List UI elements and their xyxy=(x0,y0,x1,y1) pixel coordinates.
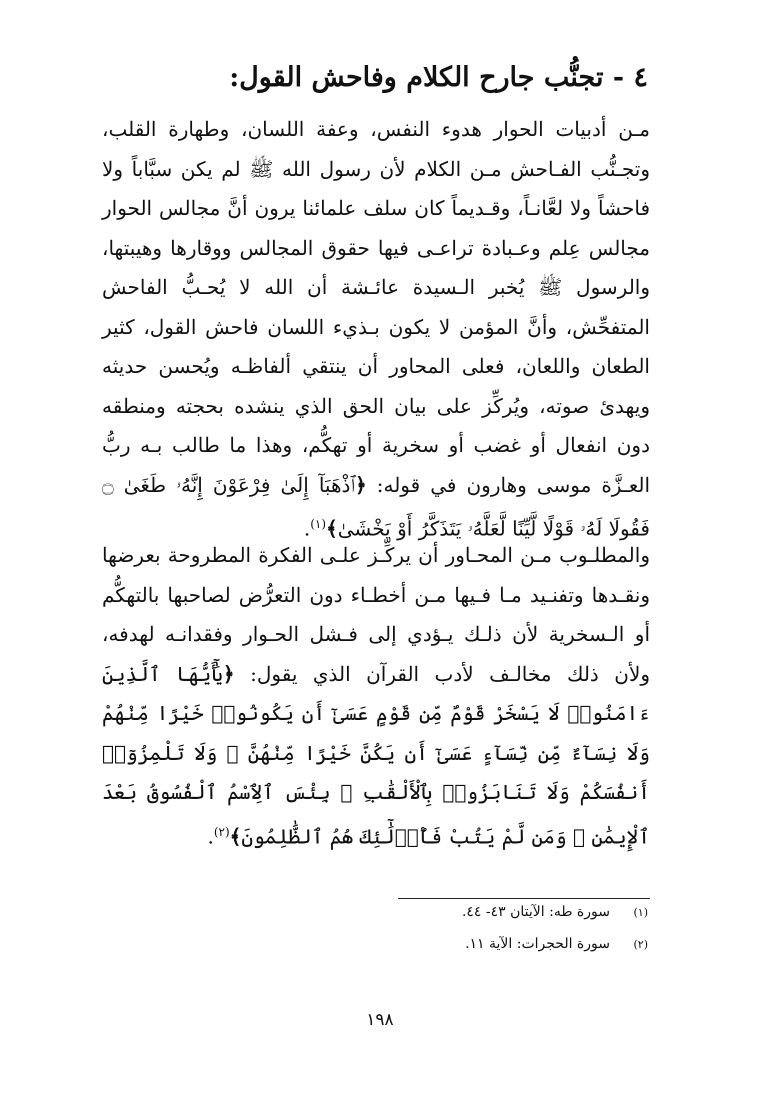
paragraph-2-line: مخالـف لأدب القرآن الذي يقول: xyxy=(250,661,552,686)
paragraph-2-line: والمطلـوب مـن المحـاور أن يركِّـز علـى الفكرة المطروحة بعرضها xyxy=(102,543,650,567)
paragraph-2-line: الـسخرية لأن ذلـك يـؤدي إلى فـشل الحـوار وفقدانـه لهدفه، ولأن ذلك xyxy=(102,622,651,686)
footnotes xyxy=(388,904,648,968)
quran-verse-hujurat: يَٰٓأَيُّهَا ٱلَّذِينَ ءَامَنُوا۟ لَا يَسْخَرْ قَوْمٌ مِّن قَوْمٍ عَسَىٰٓ أَن يَكُونُوا۟ خَيْرًا مِّنْهُمْ وَلَا نِسَآءٌ مِّن نِّسَآءٍ عَسَىٰٓ أَن يَكُنَّ خَيْرًا مِّنْهُنَّ ۖ وَلَا تَلْمِزُوٓا۟ أَنفُسَكُمْ وَلَا تَنَابَزُوا۟ بِٱلْأَلْقَٰبِ ۖ بِئْسَ ٱلِٱسْمُ ٱلْفُسُوقُ بَعْدَ ٱلْإِيمَٰنِ ۚ وَمَن لَّمْ يَتُبْ فَأُو۟لَٰٓئِكَ هُمُ ٱلظَّٰلِمُونَ xyxy=(102,661,651,849)
footnote-separator xyxy=(398,898,650,899)
paragraph-1-line: الـسيدة عائـشة أن الله لا يُحـبُّ الفاحش المتفحِّش، وأنَّ المؤمن لا يكون xyxy=(102,275,650,339)
verse-open-bracket: ﴿ xyxy=(222,661,235,686)
footnote-text: سورة طه: الآيتان ٤٣- ٤٤. xyxy=(461,904,610,920)
section-heading: ٤ - تجنُّب جارح الكلام وفاحش القول: xyxy=(229,62,648,93)
paragraph-1-line: بـه ربُّ العـزَّة موسى وهارون في قوله: xyxy=(102,433,650,497)
paragraph-1-line: ولا لعَّانـاً، وقـديماً كان سلف علمائنا يرون أنَّ مجالس الحوار مجالس عِلم xyxy=(102,196,651,260)
footnote-number: (٢) xyxy=(633,938,648,951)
verse-close-bracket: ﴾ xyxy=(326,516,338,541)
footnote-ref-2: (٢) xyxy=(213,824,230,839)
footnote-number: (١) xyxy=(633,906,648,919)
paragraph-1-line: بحجته ومنطقه دون انفعال أو غضب أو سخرية أو تهكُّم، وهذا ما طالب xyxy=(102,393,651,457)
footnote-text: سورة الحجرات: الآية ١١. xyxy=(465,936,610,952)
paragraph-1-line: وتجـنُّب الفـاحش مـن الكلام لأن رسول الله ﷺ لم يكن سبَّاباً ولا فاحشاً xyxy=(102,156,650,220)
paragraph-2-line: ونقـدها وتفنـيد مـا فـيها مـن أخطـاء دون التعرُّض لصاحبها بالتهكُّم أو xyxy=(102,582,651,646)
paragraph-1-line: بـذيء اللسان فاحش القول، كثير الطعان واللعان، فعلى المحاور أن ينتقي xyxy=(102,314,650,378)
footnote-ref-1: (١) xyxy=(310,517,327,531)
quran-verse-taha: ٱذْهَبَآ إِلَىٰ فِرْعَوْنَ إِنَّهُۥ طَغَىٰ ۝ فَقُولَا لَهُۥ قَوْلًا لَّيِّنًا لَّعَلَّهُۥ يَتَذَكَّرُ أَوْ يَخْشَىٰ xyxy=(102,472,650,541)
footnote-item xyxy=(388,904,648,936)
sentence-end: . xyxy=(207,824,214,849)
verse-open-bracket: ﴿ xyxy=(355,472,367,497)
paragraph-2 xyxy=(102,536,650,857)
footnote-item xyxy=(388,936,648,968)
sentence-end: . xyxy=(303,516,311,541)
paragraph-1-line: وعـبادة تراعـى فيها حقوق المجالس ووقارها وهيبتها، والرسول ﷺ يُخبر xyxy=(102,235,650,299)
paragraph-1-line: ألفاظـه ويُحسن حديثه ويهدئ صوته، ويُركِّز على بيان الحق الذي ينشده xyxy=(102,354,650,418)
paragraph-1 xyxy=(102,110,650,549)
page-number: ١٩٨ xyxy=(366,1010,394,1030)
verse-close-bracket: ﴾ xyxy=(229,824,242,849)
paragraph-1-line: مـن أدبيات الحوار هدوء النفس، وعفة اللسان، وطهارة القلب، xyxy=(102,117,650,141)
